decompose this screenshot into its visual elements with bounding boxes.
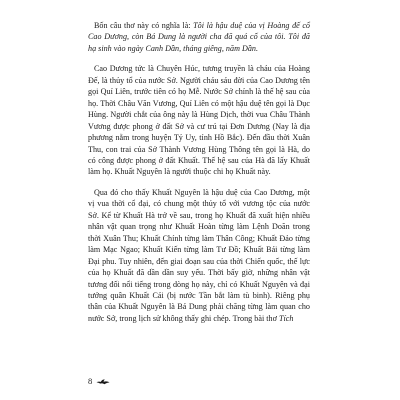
paragraph-1-italic-text: Tôi là hậu duệ của vị Hoàng đế cổ Cao Dương, còn Bá Dung là người cha đã quá cố của tôi. Tôi đã hạ sinh vào ngày Canh Dần, tháng giêng, năm Dần. xyxy=(88,21,310,53)
bird-ornament-icon xyxy=(96,378,110,385)
paragraph-3-text: Qua đó cho thấy Khuất Nguyên là hậu duệ của Cao Dương, một vị vua thời cổ đại, có chung một thủy tổ với vương tộc của nước Sở. Kể từ Khuất Hà trở về sau, trong họ Khuất đã xuất hiện nhiều nhân vật quan trọng như Khuất Hoàn từng làm Lệnh Doãn trong thời Xuân Thu; Khuất Chính từng làm Thân Công; Khuất Đảo từng làm Mạc Ngao; Khuất Kiến từng làm Tư Đồ; Khuất Bái từng làm Đại phu. Tuy nhiên, đến giai đoạn sau của thời Chiến quốc, thế lực của họ Khuất đã dần dần suy yếu. Thời bấy giờ, những nhân vật tương đối nổi tiếng trong dòng họ này, chỉ có Khuất Nguyên và đại tướng quân Khuất Cái (bị nước Tần bắt làm tù binh). Riêng phụ thân của Khuất Nguyên là Bá Dung phải chăng từng làm quan cho nước Sở, trong lịch sử không thấy ghi chép. Trong bài thơ xyxy=(88,187,310,323)
page-number: 8 xyxy=(88,376,93,386)
paragraph-2-text: Cao Dương tức là Chuyên Húc, tương truyền là cháu của Hoàng Đế, là thủy tổ của nước Sở. Người cháu sáu đời của Cao Dương tên gọi Quí Liên, trước tiên có họ Mễ. Nước Sở chính là thế hệ sau của họ. Thời Châu Văn Vương, Quí Liên có một hậu duệ tên gọi là Dục Hùng. Người chắt của ông này là Hùng Dịch, thời vua Châu Thành Vương được phong ở đất Sở và cư trú tại Đơn Dương (Nay là địa phương nằm trong huyện Tỷ Uy, tỉnh Hồ Bắc). Đến đầu thời Xuân Thu, con trai của Sở Thành Vương Hùng Thông tên gọi là Hà, do có công được phong ở đất Khuất. Thế hệ sau của Hà đã lấy Khuất làm họ. Khuất Nguyên là người thuộc chi họ Khuất này. xyxy=(88,64,310,177)
body-text xyxy=(88,20,310,324)
paragraph-3-italic-text: Tích xyxy=(278,313,294,323)
paragraph-3 xyxy=(88,187,310,324)
page-footer xyxy=(88,375,110,387)
paragraph-2 xyxy=(88,63,310,178)
paragraph-1 xyxy=(88,20,310,54)
paragraph-1-text: Bốn câu thơ này có nghĩa là: xyxy=(94,21,194,30)
